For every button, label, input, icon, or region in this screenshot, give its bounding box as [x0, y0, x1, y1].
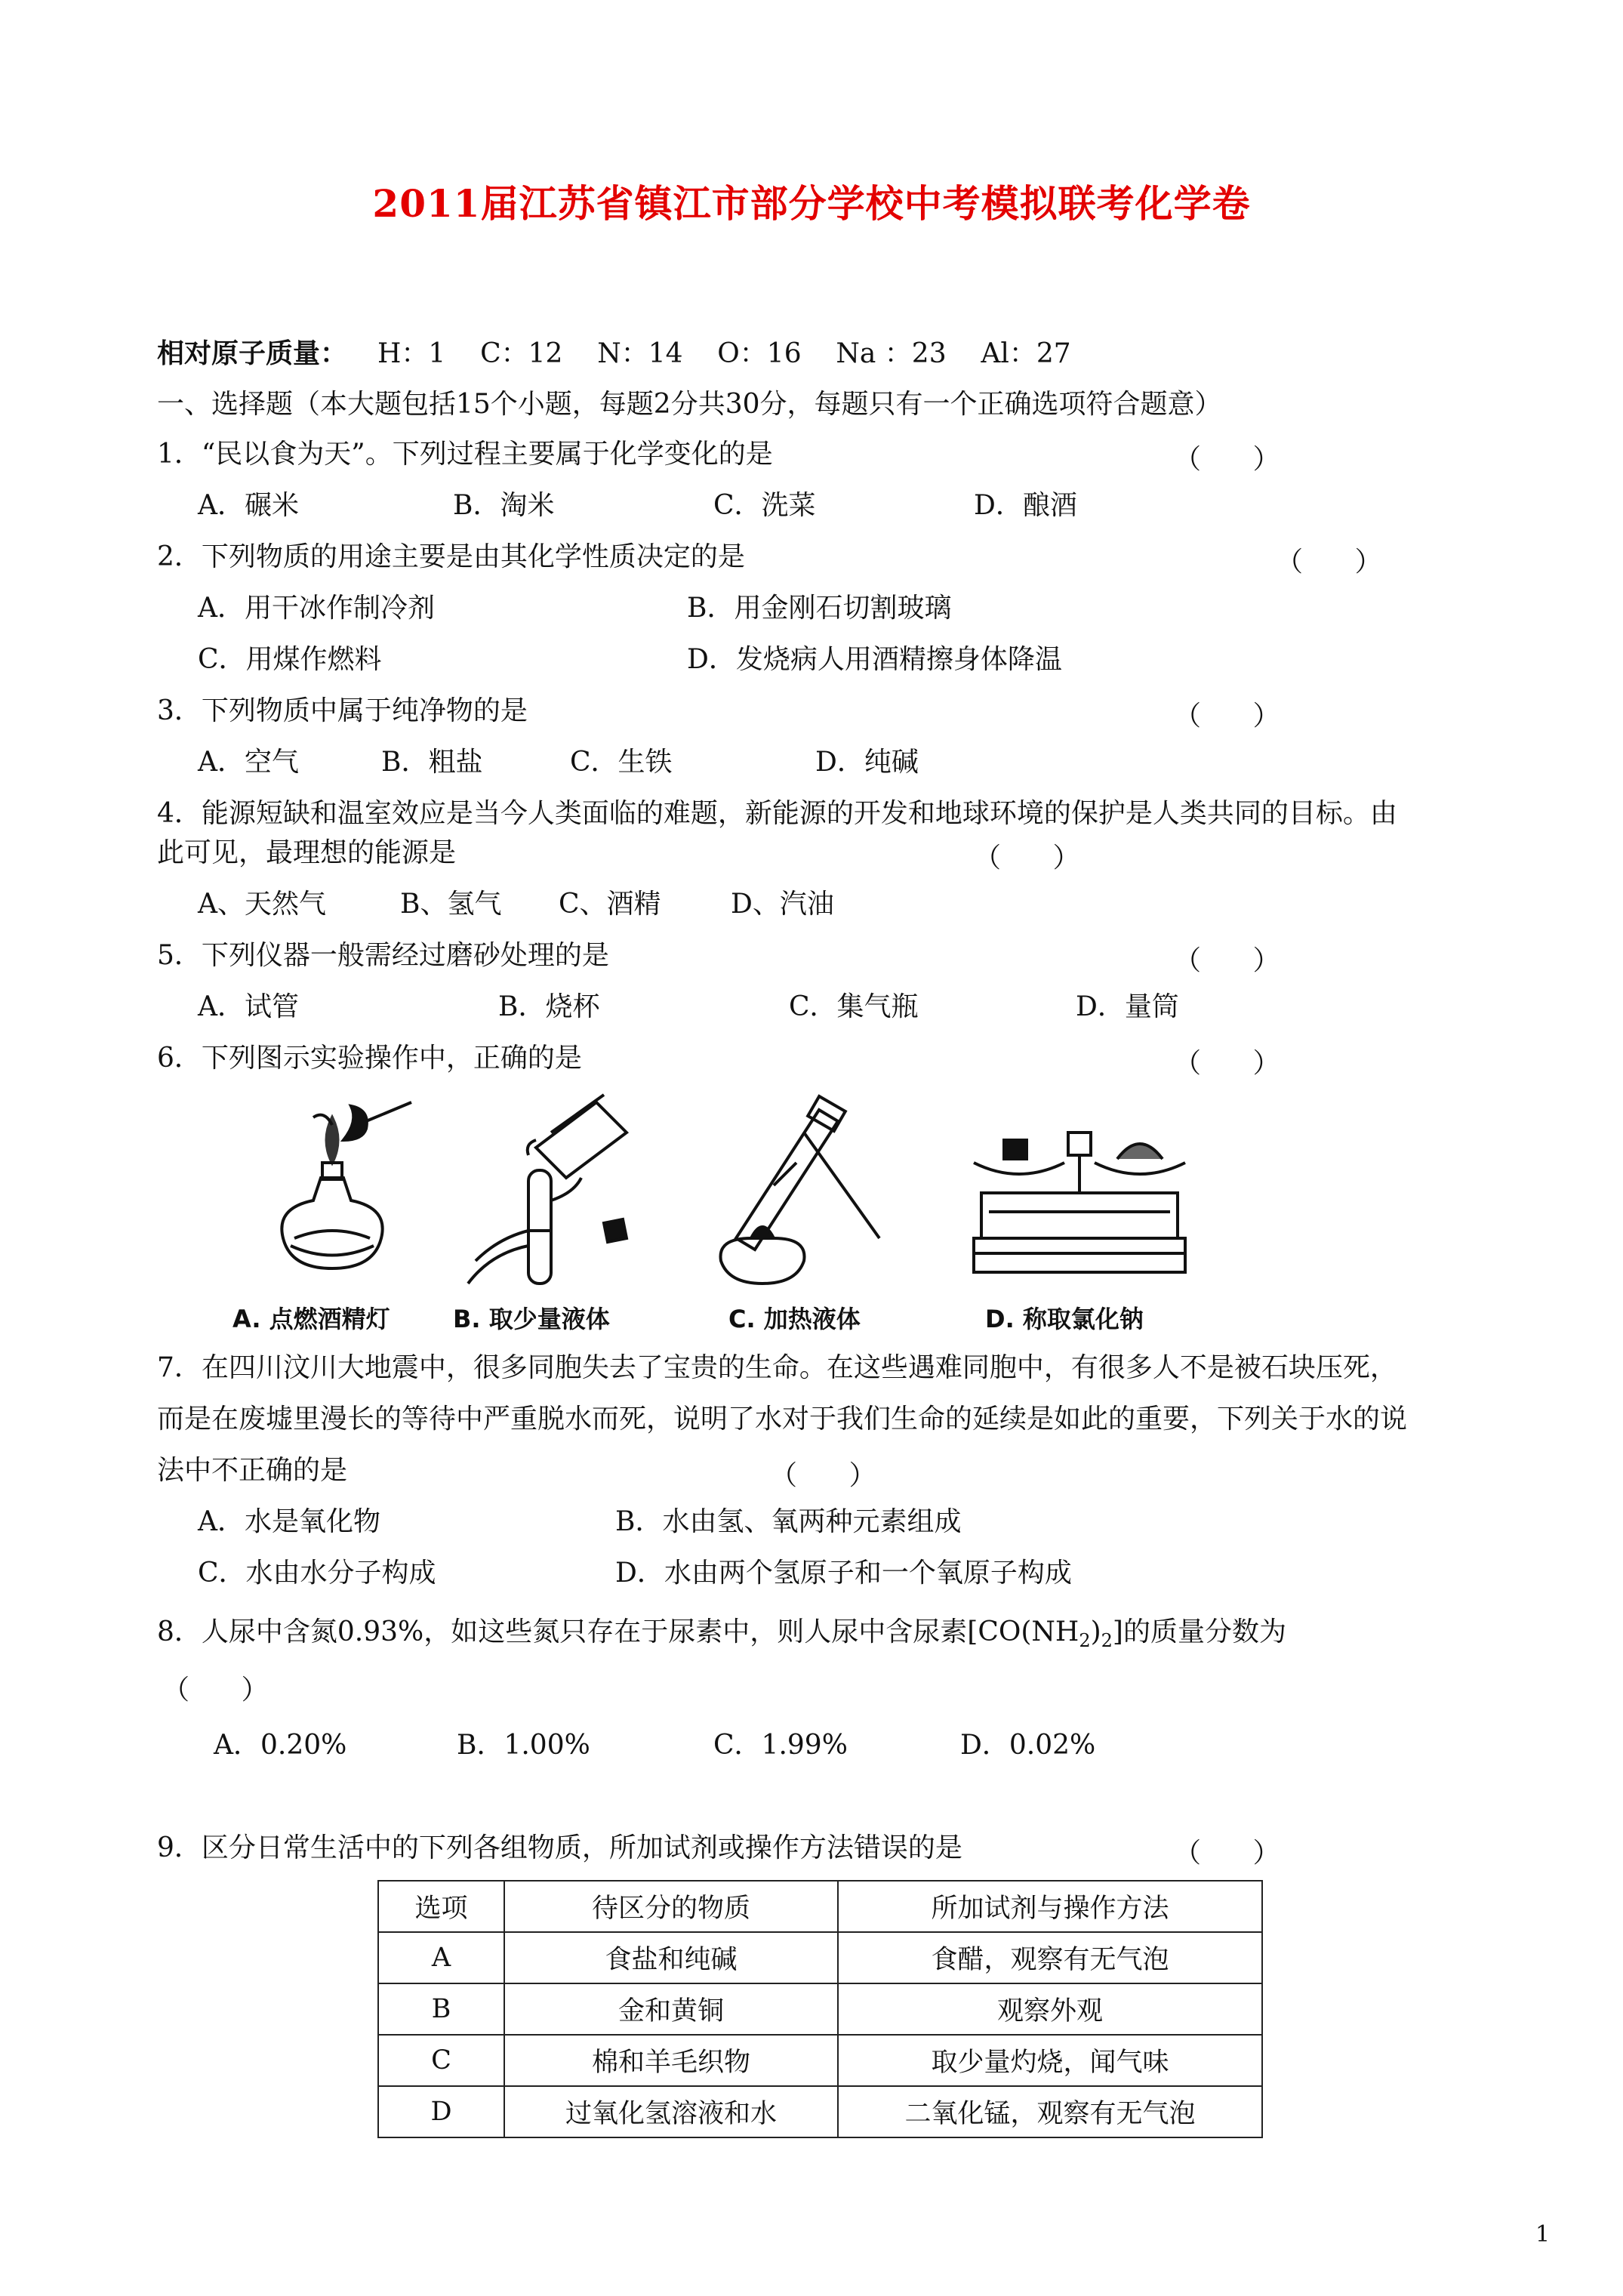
q3-stem: 3．下列物质中属于纯净物的是: [157, 695, 528, 726]
pour-liquid-figure: [453, 1087, 649, 1299]
q8-option-a: A．0.20%: [214, 1730, 347, 1761]
atomic-mass-values: H：1 C：12 N：14 O：16 Na ：23 Al：27: [377, 338, 1071, 369]
q5-option-a: A．试管: [198, 991, 299, 1022]
q1-option-a: A．碾米: [198, 490, 299, 521]
atomic-mass-label: 相对原子质量：: [157, 337, 348, 369]
q7-option-a: A．水是氧化物: [198, 1506, 380, 1537]
fig-caption-c: C. 加热液体: [728, 1305, 861, 1333]
heat-liquid-figure: [706, 1087, 917, 1299]
q4-answer-paren[interactable]: （ ）: [974, 843, 1080, 874]
q9-table: [377, 1880, 1263, 2138]
q7-stem-line3: 法中不正确的是: [157, 1455, 348, 1486]
q4-stem-line1: 4．能源短缺和温室效应是当今人类面临的难题，新能源的开发和地球环境的保护是人类共同的目标。由: [157, 798, 1397, 829]
q6-stem: 6．下列图示实验操作中，正确的是: [157, 1043, 582, 1074]
q8-option-c: C．1.99%: [713, 1730, 848, 1761]
table-cell: C: [378, 2035, 504, 2086]
table-row: [378, 1932, 1262, 1983]
q3-option-d: D．纯碱: [815, 747, 919, 778]
fig-caption-b: B. 取少量液体: [453, 1305, 610, 1333]
q5-option-d: D．量筒: [1076, 991, 1179, 1022]
q8-answer-paren[interactable]: （ ）: [162, 1675, 269, 1706]
table-header-cell: 待区分的物质: [504, 1881, 838, 1932]
q2-option-a: A．用干冰作制冷剂: [198, 593, 435, 624]
q2-option-b: B．用金刚石切割玻璃: [687, 593, 952, 624]
table-cell: 二氧化锰，观察有无气泡: [838, 2086, 1262, 2137]
q1-answer-paren[interactable]: （ ）: [1174, 444, 1280, 475]
q9-answer-paren[interactable]: （ ）: [1174, 1838, 1280, 1869]
q7-option-b: B．水由氢、氧两种元素组成: [615, 1506, 962, 1537]
q5-answer-paren[interactable]: （ ）: [1174, 945, 1280, 976]
q1-option-c: C．洗菜: [713, 490, 816, 521]
table-cell: 食盐和纯碱: [504, 1932, 838, 1983]
q6-answer-paren[interactable]: （ ）: [1174, 1048, 1280, 1079]
q1-option-b: B．淘米: [453, 490, 555, 521]
table-cell: 棉和羊毛织物: [504, 2035, 838, 2086]
q4-option-b: B、氢气: [400, 889, 502, 920]
q4-option-d: D、汽油: [731, 889, 834, 920]
alcohol-lamp-figure: [260, 1087, 427, 1291]
table-cell: 观察外观: [838, 1983, 1262, 2035]
q7-option-c: C．水由水分子构成: [198, 1558, 436, 1589]
q3-option-a: A．空气: [198, 747, 299, 778]
q8-stem-pre: 8．人尿中含氮0.93%，如这些氮只存在于尿素中，则人尿中含尿素[CO(NH: [157, 1616, 1079, 1647]
q8-stem: [157, 1616, 1286, 1657]
table-row: [378, 2086, 1262, 2137]
q8-option-b: B．1.00%: [457, 1730, 590, 1761]
q1-option-d: D．酿酒: [974, 490, 1077, 521]
q3-answer-paren[interactable]: （ ）: [1174, 701, 1280, 732]
page-title: 2011届江苏省镇江市部分学校中考模拟联考化学卷: [372, 181, 1251, 226]
table-cell: 过氧化氢溶液和水: [504, 2086, 838, 2137]
table-header-cell: 选项: [378, 1881, 504, 1932]
page-number: 1: [1535, 2221, 1551, 2248]
q8-stem-post: ]的质量分数为: [1112, 1616, 1286, 1647]
table-cell: D: [378, 2086, 504, 2137]
q4-stem-line2: 此可见，最理想的能源是: [157, 837, 457, 868]
table-row: [378, 1983, 1262, 2035]
atomic-mass-line: [157, 337, 1071, 371]
fig-caption-a: A. 点燃酒精灯: [233, 1305, 390, 1333]
table-cell: 食醋，观察有无气泡: [838, 1932, 1262, 1983]
balance-figure: [966, 1087, 1193, 1291]
q5-option-c: C．集气瓶: [789, 991, 919, 1022]
q7-option-d: D．水由两个氢原子和一个氧原子构成: [615, 1558, 1072, 1589]
q5-option-b: B．烧杯: [498, 991, 600, 1022]
q7-answer-paren[interactable]: （ ）: [770, 1460, 876, 1491]
q8-stem-mid: ): [1090, 1616, 1101, 1647]
q4-option-a: A、天然气: [198, 889, 326, 920]
q2-answer-paren[interactable]: （ ）: [1276, 547, 1382, 578]
q2-option-d: D．发烧病人用酒精擦身体降温: [687, 644, 1062, 675]
table-header-cell: 所加试剂与操作方法: [838, 1881, 1262, 1932]
q7-stem-line2: 而是在废墟里漫长的等待中严重脱水而死，说明了水对于我们生命的延续是如此的重要，下列关于水的说: [157, 1404, 1408, 1435]
table-cell: A: [378, 1932, 504, 1983]
q8-sub2: 2: [1101, 1630, 1113, 1652]
table-cell: 金和黄铜: [504, 1983, 838, 2035]
q8-sub1: 2: [1079, 1630, 1091, 1652]
q9-stem: 9．区分日常生活中的下列各组物质，所加试剂或操作方法错误的是: [157, 1832, 962, 1863]
table-cell: 取少量灼烧，闻气味: [838, 2035, 1262, 2086]
fig-caption-d: D. 称取氯化钠: [985, 1305, 1144, 1333]
table-header-row: [378, 1881, 1262, 1932]
q2-stem: 2．下列物质的用途主要是由其化学性质决定的是: [157, 541, 745, 572]
table-cell: B: [378, 1983, 504, 2035]
q2-option-c: C．用煤作燃料: [198, 644, 382, 675]
q8-option-d: D．0.02%: [960, 1730, 1096, 1761]
q1-stem: 1．“民以食为天”。下列过程主要属于化学变化的是: [157, 439, 773, 470]
q5-stem: 5．下列仪器一般需经过磨砂处理的是: [157, 940, 609, 971]
q3-option-b: B．粗盐: [381, 747, 483, 778]
table-row: [378, 2035, 1262, 2086]
q4-option-c: C、酒精: [559, 889, 661, 920]
section-heading: 一、选择题（本大题包括15个小题，每题2分共30分，每题只有一个正确选项符合题意）: [157, 389, 1222, 420]
q3-option-c: C．生铁: [570, 747, 673, 778]
q7-stem-line1: 7．在四川汶川大地震中，很多同胞失去了宝贵的生命。在这些遇难同胞中，有很多人不是被石块压死，: [157, 1352, 1397, 1383]
